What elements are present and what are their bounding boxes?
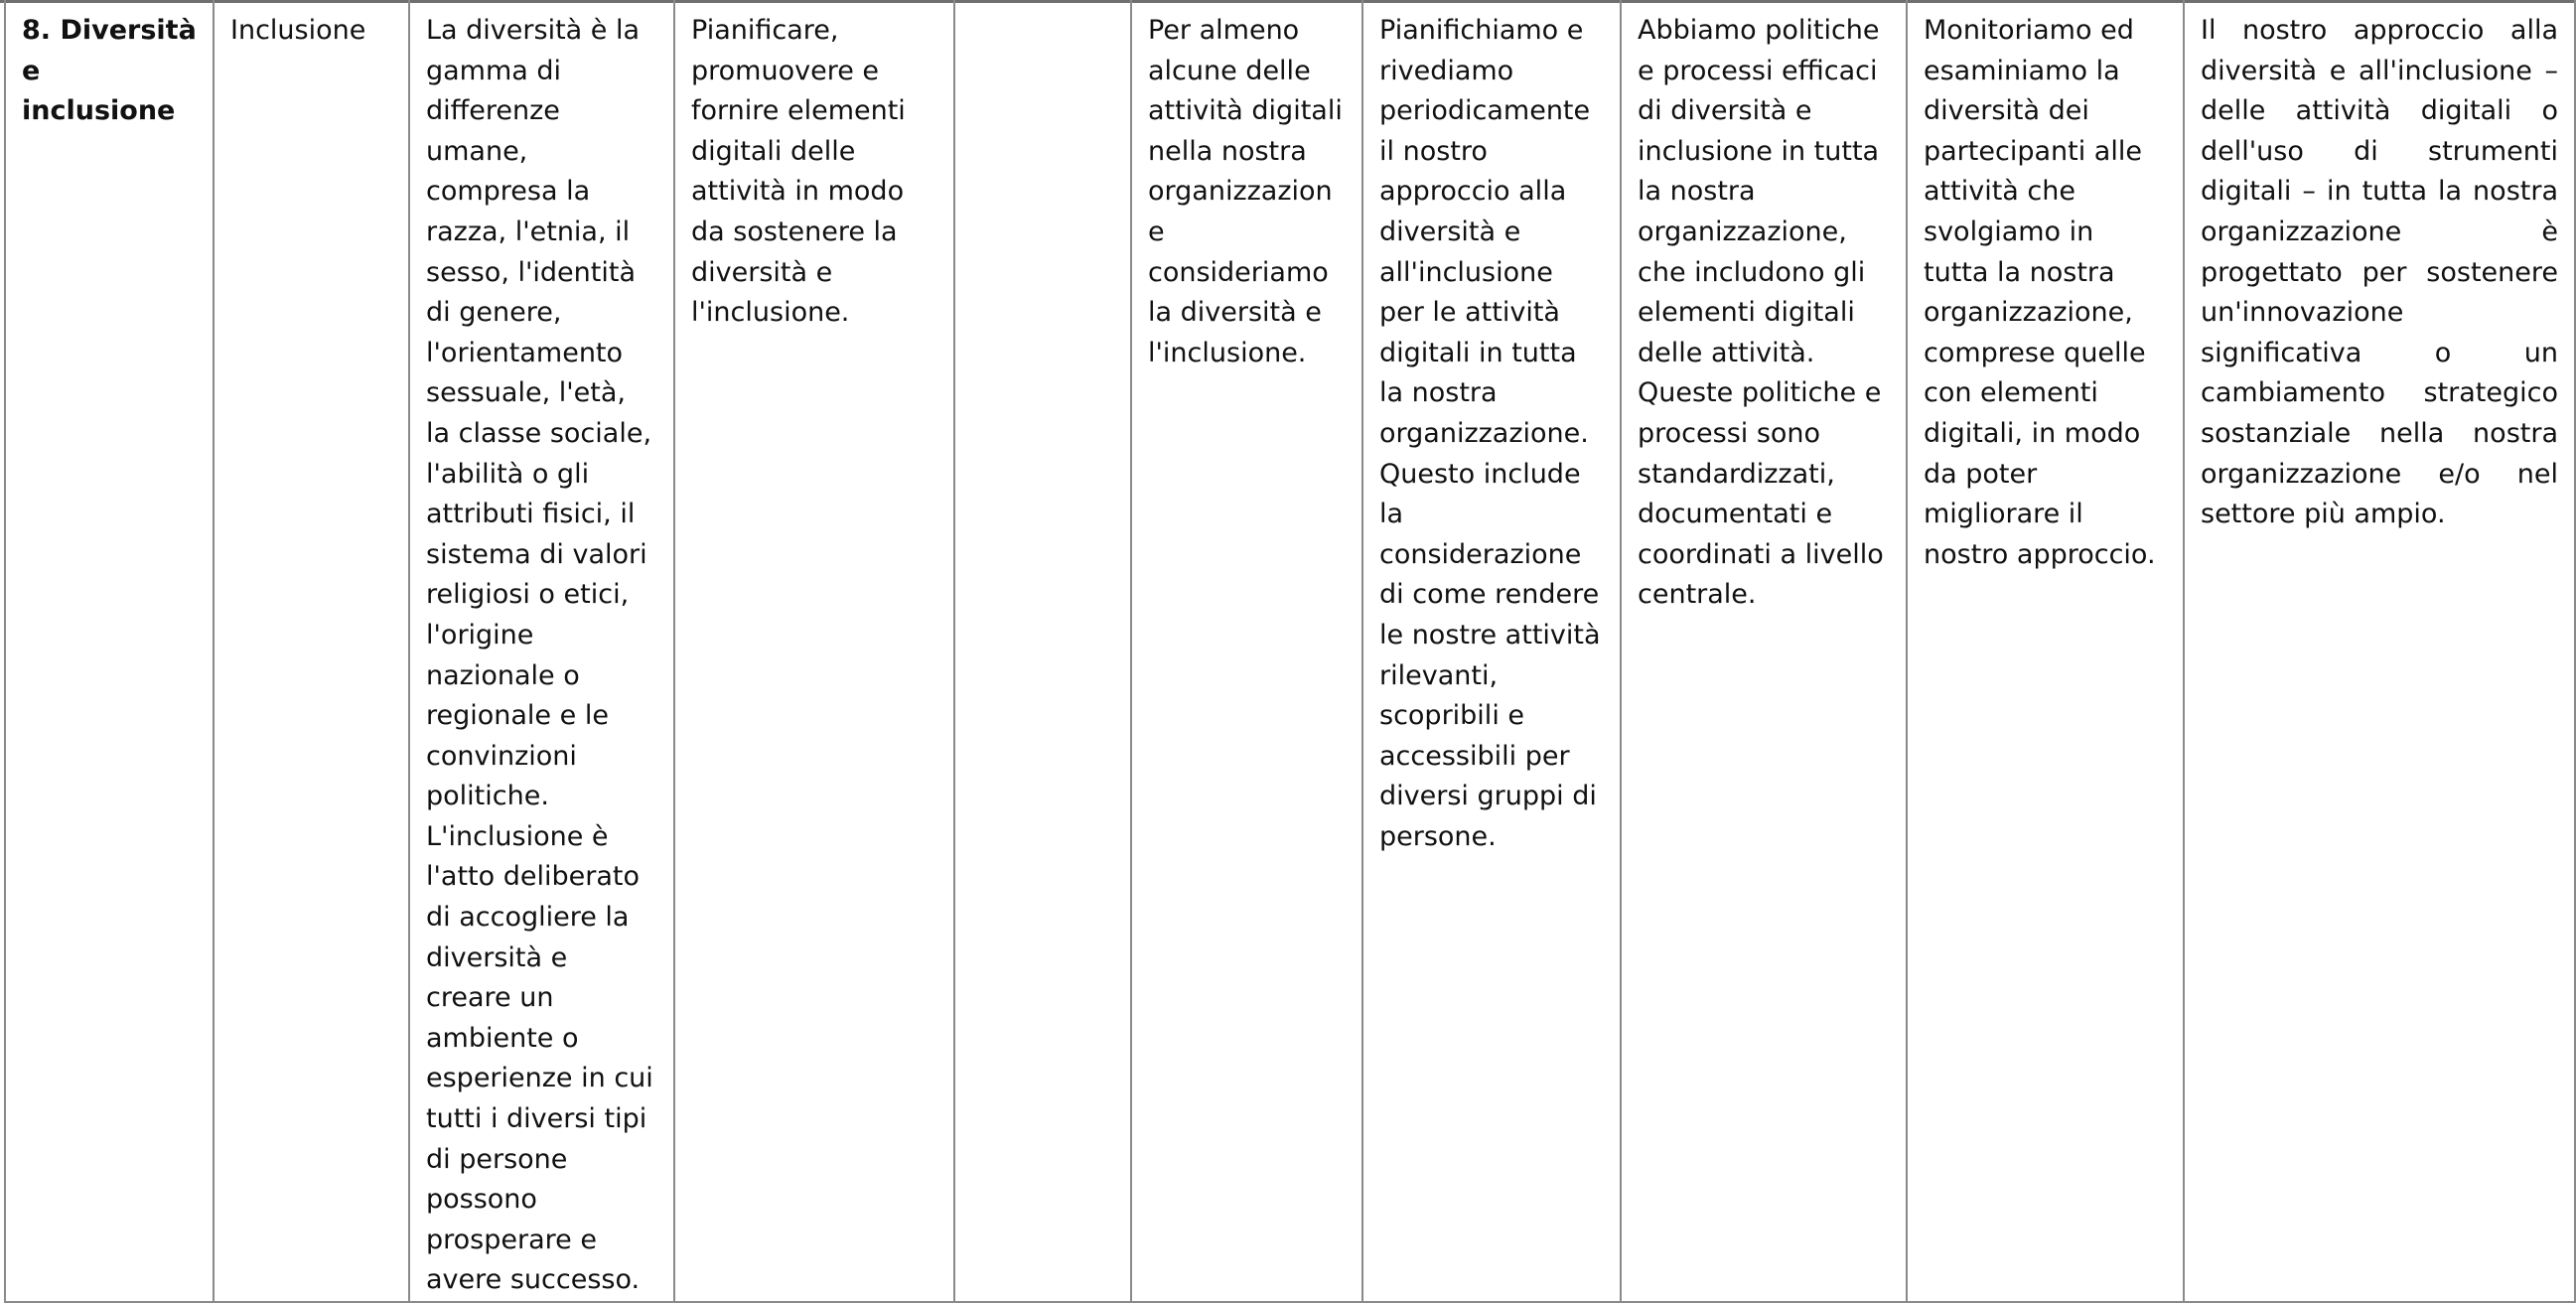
level-2-cell: Pianifichiamo e rivediamo periodicamente il nostro approccio alla diversità e all'inclusione per le attività digitali in tutta la nostra organizzazione. Questo include la considerazione di come rendere le nostre attività rilevanti, scopribili e accessibili per diversi gruppi di persone. — [1362, 0, 1621, 1302]
level-3-cell: Abbiamo politiche e processi efficaci di diversità e inclusione in tutta la nostra organizzazione, che includono gli elementi digitali delle attività. Queste politiche e processi sono standardizzati, documentati e coordinati a livello centrale. — [1621, 0, 1907, 1302]
level-4-cell: Monitoriamo ed esaminiamo la diversità dei partecipanti alle attività che svolgiamo in tutta la nostra organizzazione, comprese quelle con elementi digitali, in modo da poter migliorare il nostro approccio. — [1907, 0, 2184, 1302]
definition-cell: La diversità è la gamma di differenze umane, compresa la razza, l'etnia, il sesso, l'identità di genere, l'orientamento sessuale, l'età, la classe sociale, l'abilità o gli attributi fisici, il sistema di valori religiosi o etici, l'origine nazionale o regionale e le convinzioni politiche. L'inclusione è l'atto deliberato di accogliere la diversità e creare un ambiente o esperienze in cui tutti i diversi tipi di persone possono prosperare e avere successo. — [409, 0, 674, 1302]
topic-cell: Inclusione — [214, 0, 409, 1302]
goal-cell: Pianificare, promuovere e fornire elementi digitali delle attività in modo da sostenere la diversità e l'inclusione. — [674, 0, 954, 1302]
maturity-table — [4, 0, 2576, 1303]
level-1-cell: Per almeno alcune delle attività digitali nella nostra organizzazione consideriamo la diversità e l'inclusione. — [1131, 0, 1362, 1302]
table-row — [5, 0, 2575, 1302]
blank-cell — [954, 0, 1131, 1302]
level-5-cell: Il nostro approccio alla diversità e all'inclusione – delle attività digitali o dell'uso di strumenti digitali – in tutta la nostra organizzazione è progettato per sostenere un'innovazione significativa o un cambiamento strategico sostanziale nella nostra organizzazione e/o nel settore più ampio. — [2184, 0, 2575, 1302]
area-cell: 8. Diversità e inclusione — [5, 0, 214, 1302]
